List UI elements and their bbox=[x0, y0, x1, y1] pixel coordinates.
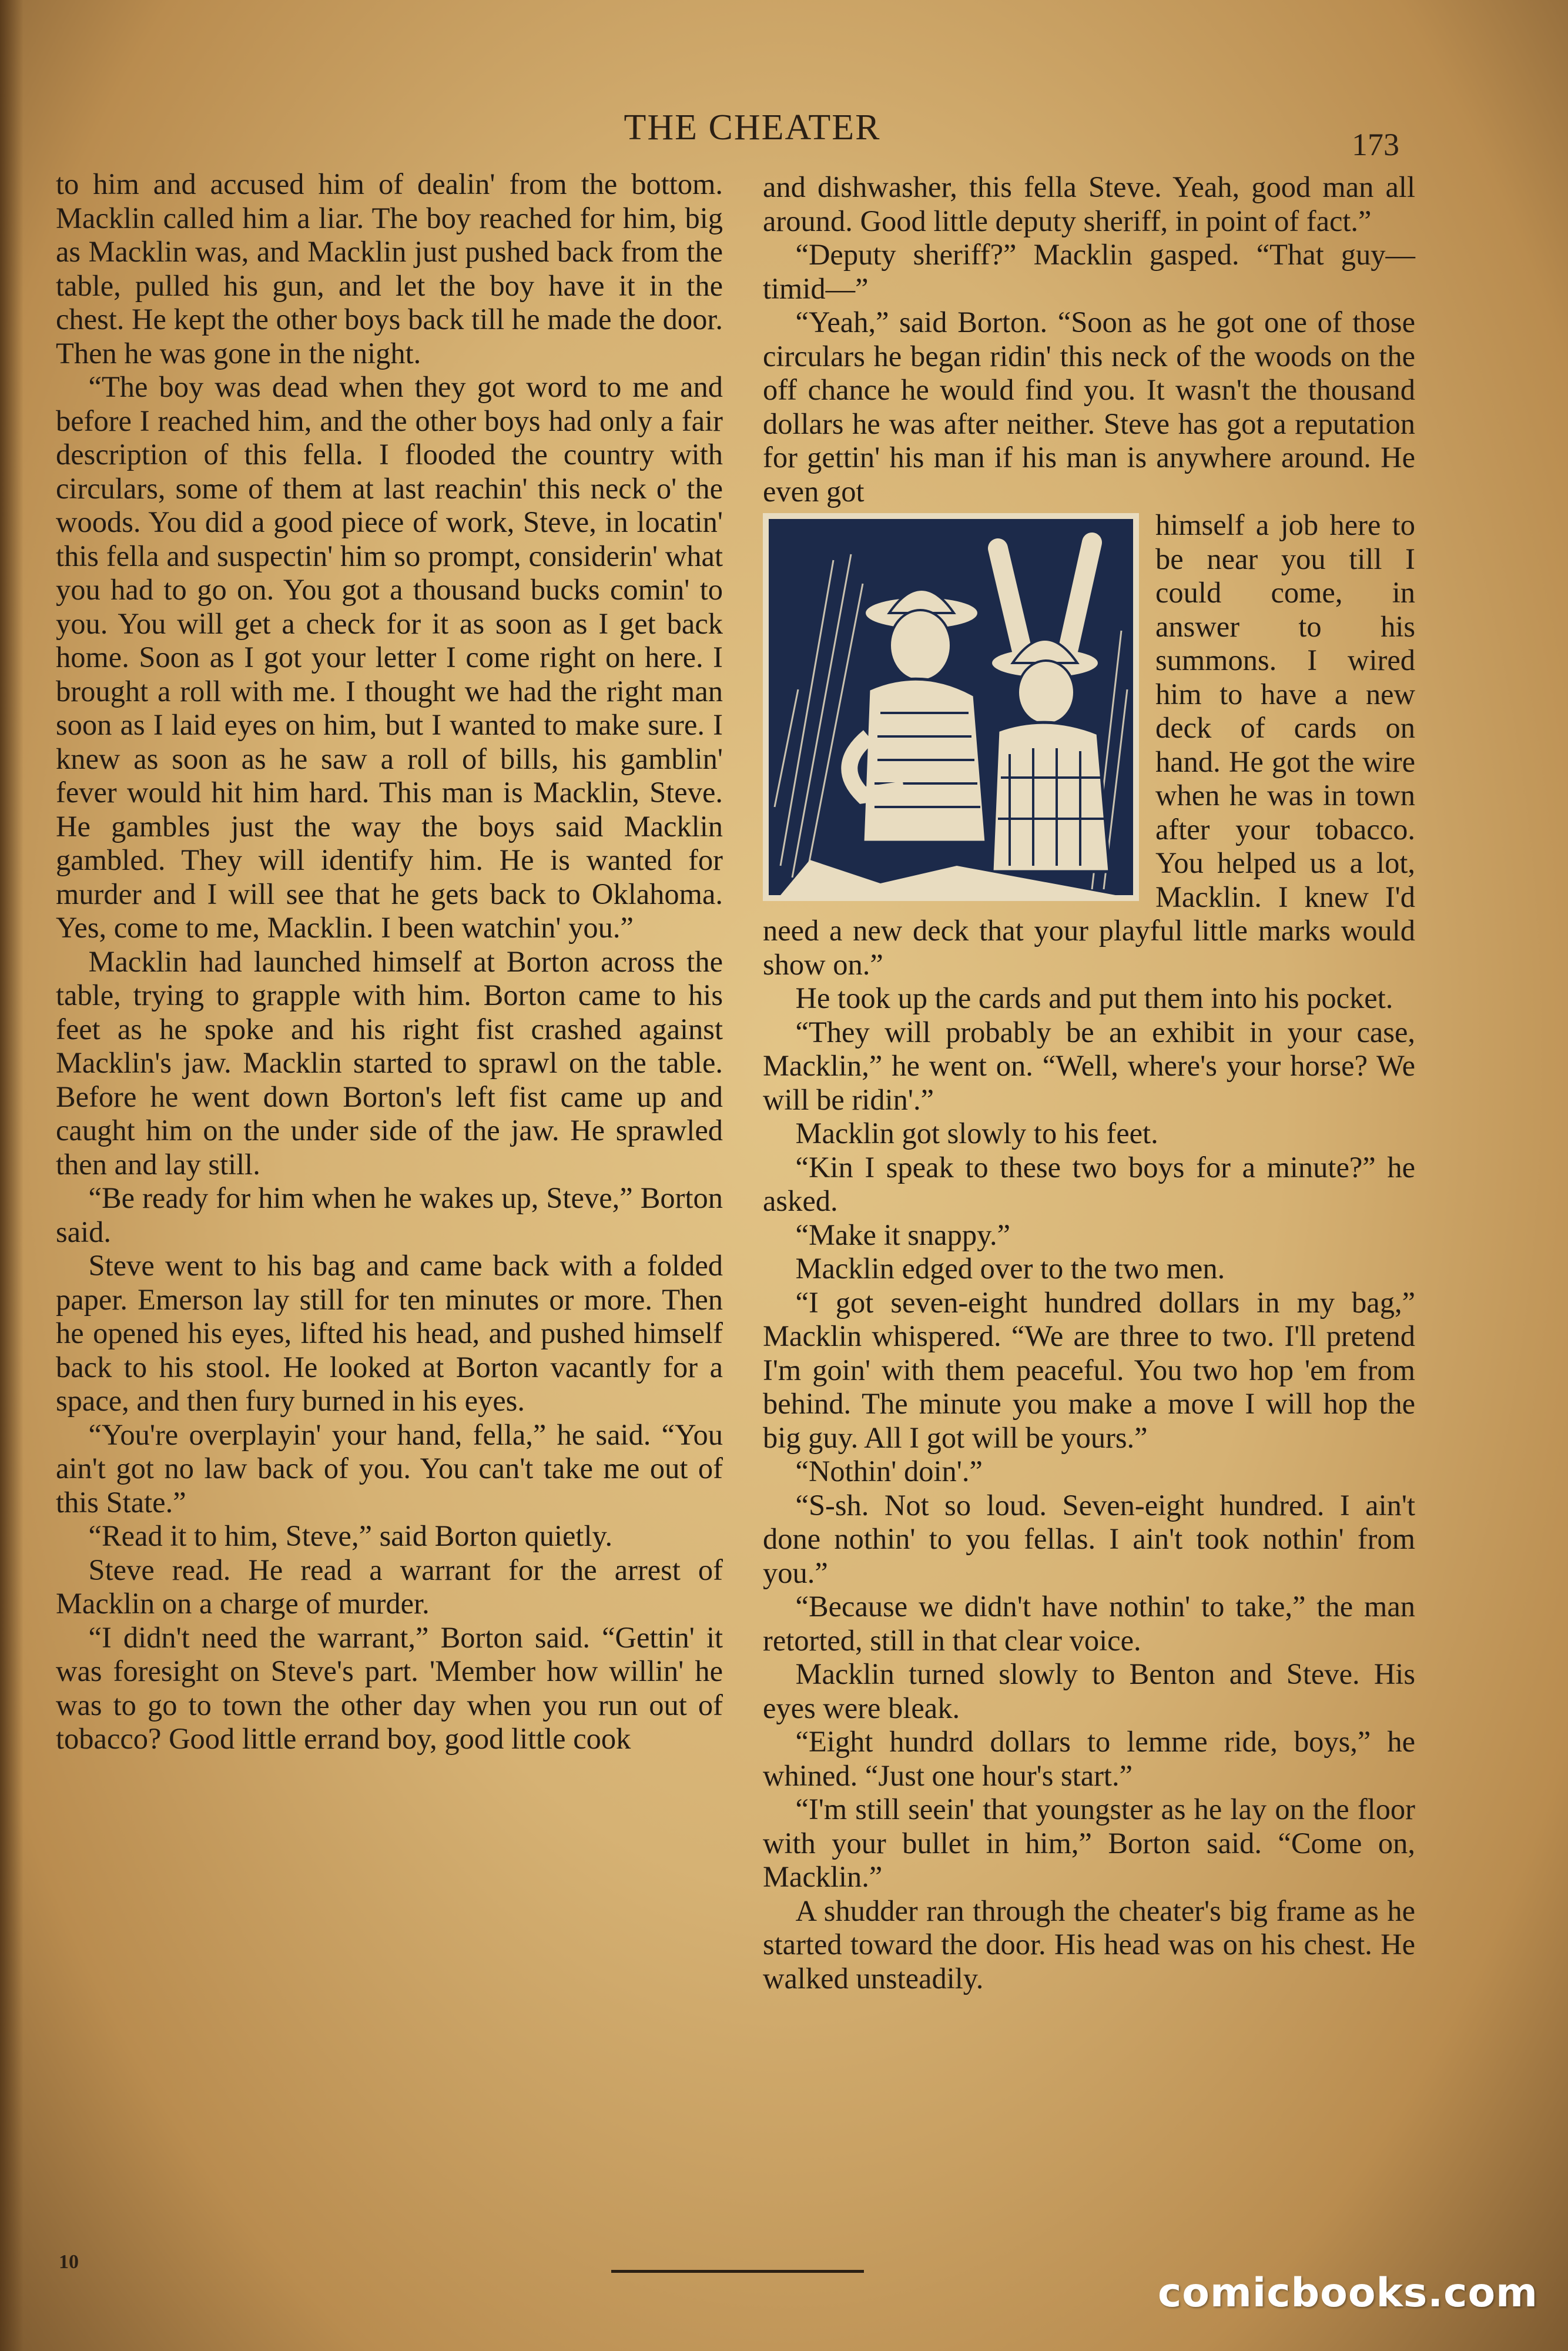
paragraph: A shudder ran through the cheater's big frame as he started toward the door. His head was on his chest. He walked unsteadily. bbox=[763, 1894, 1415, 1995]
paragraph: Macklin got slowly to his feet. bbox=[795, 1117, 1158, 1150]
page-number: 173 bbox=[1352, 127, 1399, 162]
paragraph: “The boy was dead when they got word to me and before I reached him, and the other boys had only a fair description of this fella. I flooded the country with circulars, some of them at last reachin' this neck o' the woods. You did a good piece of work, Steve, in locatin' this fella and suspectin' him so prompt, considerin' what you had to go on. You got a thousand bucks comin' to you. You will get a check for it as soon as I get back home. Soon as I got your letter I come right on here. I brought a roll with me. I thought we had the right man soon as I laid eyes on him, but I wanted to make sure. I knew as soon as he saw a roll of bills, his gamblin' fever would hit him hard. This man is Macklin, Steve. He gambles just the way the boys said Macklin gambled. They will identify him. He is wanted for murder and I will see that he gets back to Oklahoma. Yes, come to me, Macklin. I been watchin' you.” bbox=[56, 370, 723, 944]
watermark: comicbooks.com bbox=[1158, 2270, 1539, 2316]
paragraph: “I'm still seein' that youngster as he lay on the floor with your bullet in him,” Borton said. “Come on, Macklin.” bbox=[763, 1793, 1415, 1893]
footer-rule bbox=[611, 2270, 864, 2273]
paragraph: “Kin I speak to these two boys for a minute?” he asked. bbox=[763, 1150, 1415, 1217]
paragraph: “Be ready for him when he wakes up, Steve,” Borton said. bbox=[56, 1181, 723, 1248]
signature-mark: 10 bbox=[59, 2251, 79, 2273]
paragraph: “Nothin' doin'.” bbox=[795, 1455, 983, 1488]
paragraph: “Yeah,” said Borton. “Soon as he got one of those circulars he began ridin' this neck of the woods on the off chance he would find you. It wasn't the thousand dollars he was after neither. Steve has got a reputation for gettin' his man if his man is anywhere around. He even got bbox=[763, 306, 1415, 508]
page-spine-shadow bbox=[0, 0, 24, 2351]
paragraph: “You're overplayin' your hand, fella,” he said. “You ain't got no law back of you. You can't take me out of this State.” bbox=[56, 1418, 723, 1519]
paragraph: Steve went to his bag and came back with a folded paper. Emerson lay still for ten minutes or more. Then he opened his eyes, lifted his head, and pushed himself back to his stool. He looked at Borton vacantly for a space, and then fury burned in his eyes. bbox=[56, 1249, 723, 1417]
illustration-drawing bbox=[763, 513, 1139, 901]
paragraph: “Deputy sheriff?” Macklin gasped. “That guy—timid—” bbox=[763, 238, 1415, 305]
paragraph: Macklin edged over to the two men. bbox=[795, 1252, 1225, 1285]
running-title: THE CHEATER bbox=[624, 108, 881, 148]
paragraph: “I got seven-eight hundred dollars in my bag,” Macklin whispered. “We are three to two. I'll pretend I'm goin' with them peaceful. You two hop 'em from behind. The minute you make a move I will hop the big guy. All I got will be yours.” bbox=[763, 1285, 1415, 1454]
left-column bbox=[56, 168, 723, 1756]
paragraph: “Make it snappy.” bbox=[795, 1218, 1011, 1251]
story-illustration bbox=[763, 513, 1139, 901]
paragraph: “Eight hundrd dollars to lemme ride, boys,” he whined. “Just one hour's start.” bbox=[763, 1725, 1415, 1792]
paragraph: “I didn't need the warrant,” Borton said. “Gettin' it was foresight on Steve's part. 'Member how willin' he was to go to town the other day when you run out of tobacco? Good little errand boy, good little cook bbox=[56, 1620, 723, 1755]
paragraph: and dishwasher, this fella Steve. Yeah, good man all around. Good little deputy sheriff, in point of fact.” bbox=[763, 170, 1415, 237]
paragraph: “S-sh. Not so loud. Seven-eight hundred. I ain't done nothin' to you fellas. I ain't took nothin' from you.” bbox=[763, 1488, 1415, 1589]
paragraph: to him and accused him of dealin' from the bottom. Macklin called him a liar. The boy reached for him, big as Macklin was, and Macklin just pushed back from the table, pulled his gun, and let the boy have it in the chest. He kept the other boys back till he made the door. Then he was gone in the night. bbox=[56, 168, 723, 370]
paragraph: Macklin had launched himself at Borton across the table, trying to grapple with him. Borton came to his feet as he spoke and his right fist crashed against Macklin's jaw. Macklin started to sprawl on the table. Before he went down Borton's left fist came up and caught him on the under side of the jaw. He sprawled then and lay still. bbox=[56, 945, 723, 1181]
paragraph: He took up the cards and put them into his pocket. bbox=[795, 982, 1393, 1014]
right-column bbox=[763, 170, 1415, 1995]
paragraph: “They will probably be an exhibit in your case, Macklin,” he went on. “Well, where's your horse? We will be ridin'.” bbox=[763, 1015, 1415, 1116]
paragraph: Steve read. He read a warrant for the arrest of Macklin on a charge of murder. bbox=[56, 1553, 723, 1620]
paragraph: himself a job here to be near you till I could come, in answer to his summons. I wired him to have a new deck of cards on hand. He got the wire when he was in town after your tobacco. You helped us a lot, Macklin. I knew I'd need a new deck that your playful little marks would show on.” bbox=[763, 508, 1415, 981]
paragraph: “Because we didn't have nothin' to take,” the man retorted, still in that clear voice. bbox=[763, 1590, 1415, 1657]
paragraph: Macklin turned slowly to Benton and Steve. His eyes were bleak. bbox=[763, 1657, 1415, 1724]
paragraph: “Read it to him, Steve,” said Borton quietly. bbox=[88, 1519, 613, 1552]
